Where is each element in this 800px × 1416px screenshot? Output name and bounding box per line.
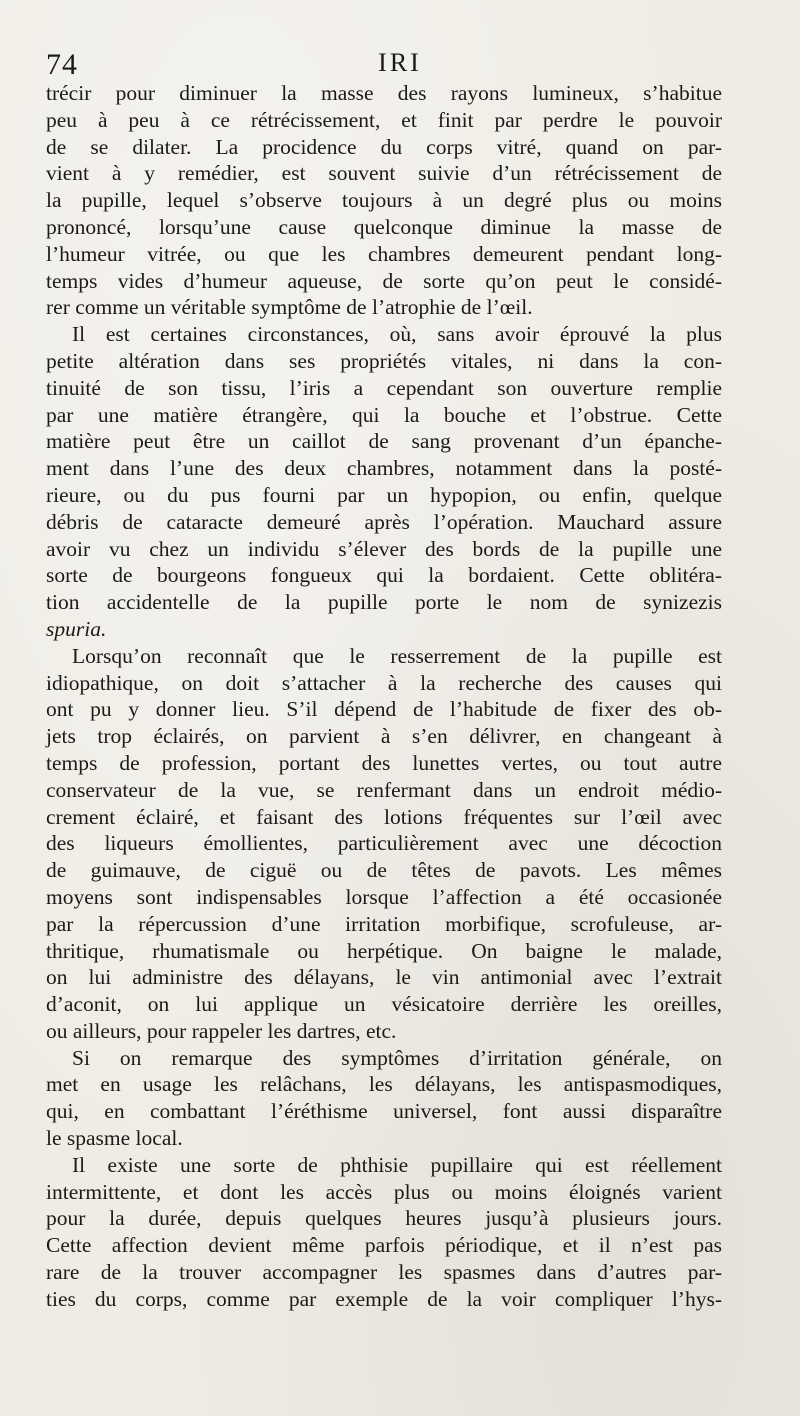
text-line: Il est certaines circonstances, où, sans avoir éprouvé la plus [72,322,722,347]
running-head: IRI [378,48,422,77]
text-line: Si on remarque des symptômes d’irritation générale, on [72,1045,722,1070]
text-line: vient à y remédier, est souvent suivie d’un rétrécissement de [46,161,722,186]
page-number: 74 [46,48,78,81]
text-line: on lui administre des délayans, le vin antimonial avec l’extrait [46,965,722,990]
text-line: peu à peu à ce rétrécissement, et finit par perdre le pouvoir [46,107,722,132]
text-line: thritique, rhumatismale ou herpétique. On baigne le malade, [46,938,722,963]
body-text [46,80,722,1313]
text-line: ties du corps, comme par exemple de la voir compliquer l’hys- [46,1286,722,1311]
text-line: ou ailleurs, pour rappeler les dartres, etc. [46,1018,397,1043]
text-line: petite altération dans ses propriétés vitales, ni dans la con- [46,348,722,373]
text-line: idiopathique, on doit s’attacher à la recherche des causes qui [46,670,722,695]
text-line: de se dilater. La procidence du corps vitré, quand on par- [46,134,722,159]
text-line: jets trop éclairés, on parvient à s’en délivrer, en changeant à [46,724,722,749]
text-line: par la répercussion d’une irritation morbifique, scrofuleuse, ar- [46,911,722,936]
text-line: temps de profession, portant des lunettes vertes, ou tout autre [46,750,722,775]
text-line: tinuité de son tissu, l’iris a cependant son ouverture remplie [46,375,722,400]
text-line: l’humeur vitrée, ou que les chambres demeurent pendant long- [46,241,722,266]
text-line: Cette affection devient même parfois périodique, et il n’est pas [46,1233,722,1258]
text-line: crement éclairé, et faisant des lotions fréquentes sur l’œil avec [46,804,722,829]
text-line: Il existe une sorte de phthisie pupillaire qui est réellement [72,1152,722,1177]
text-line: tion accidentelle de la pupille porte le nom de synizezis [46,590,722,615]
text-line: spuria. [46,616,107,641]
text-line: la pupille, lequel s’observe toujours à un degré plus ou moins [46,188,722,213]
text-line: moyens sont indispensables lorsque l’affection a été occasionée [46,884,722,909]
text-line: pour la durée, depuis quelques heures jusqu’à plusieurs jours. [46,1206,722,1231]
text-line: trécir pour diminuer la masse des rayons lumineux, s’habitue [46,81,722,105]
text-line: Lorsqu’on reconnaît que le resserrement de la pupille est [72,643,722,668]
page-header [46,48,754,82]
text-line: de guimauve, de ciguë ou de têtes de pavots. Les mêmes [46,858,722,883]
text-line: prononcé, lorsqu’une cause quelconque diminue la masse de [46,214,722,239]
text-line: met en usage les relâchans, les délayans, les antispasmodiques, [46,1072,722,1097]
text-line: par une matière étrangère, qui la bouche et l’obstrue. Cette [46,402,722,427]
text-line: sorte de bourgeons fongueux qui la bordaient. Cette oblitéra- [46,563,722,588]
text-line: conservateur de la vue, se renfermant dans un endroit médio- [46,777,722,802]
text-line: d’aconit, on lui applique un vésicatoire derrière les oreilles, [46,992,722,1017]
text-line: qui, en combattant l’éréthisme universel, font aussi disparaître [46,1099,722,1124]
text-line: débris de cataracte demeuré après l’opération. Mauchard assure [46,509,722,534]
text-line: temps vides d’humeur aqueuse, de sorte qu’on peut le considé- [46,268,722,293]
text-line: matière peut être un caillot de sang provenant d’un épanche- [46,429,722,454]
text-line: rieure, ou du pus fourni par un hypopion, ou enfin, quelque [46,482,722,507]
text-line: ont pu y donner lieu. S’il dépend de l’habitude de fixer des ob- [46,697,722,722]
text-line: des liqueurs émollientes, particulièrement avec une décoction [46,831,722,856]
text-line: avoir vu chez un individu s’élever des bords de la pupille une [46,536,722,561]
text-line: ment dans l’une des deux chambres, notamment dans la posté- [46,456,722,481]
text-line: intermittente, et dont les accès plus ou moins éloignés varient [46,1179,722,1204]
text-line: rare de la trouver accompagner les spasmes dans d’autres par- [46,1260,722,1285]
text-line: rer comme un véritable symptôme de l’atrophie de l’œil. [46,295,533,320]
text-line: le spasme local. [46,1126,183,1151]
